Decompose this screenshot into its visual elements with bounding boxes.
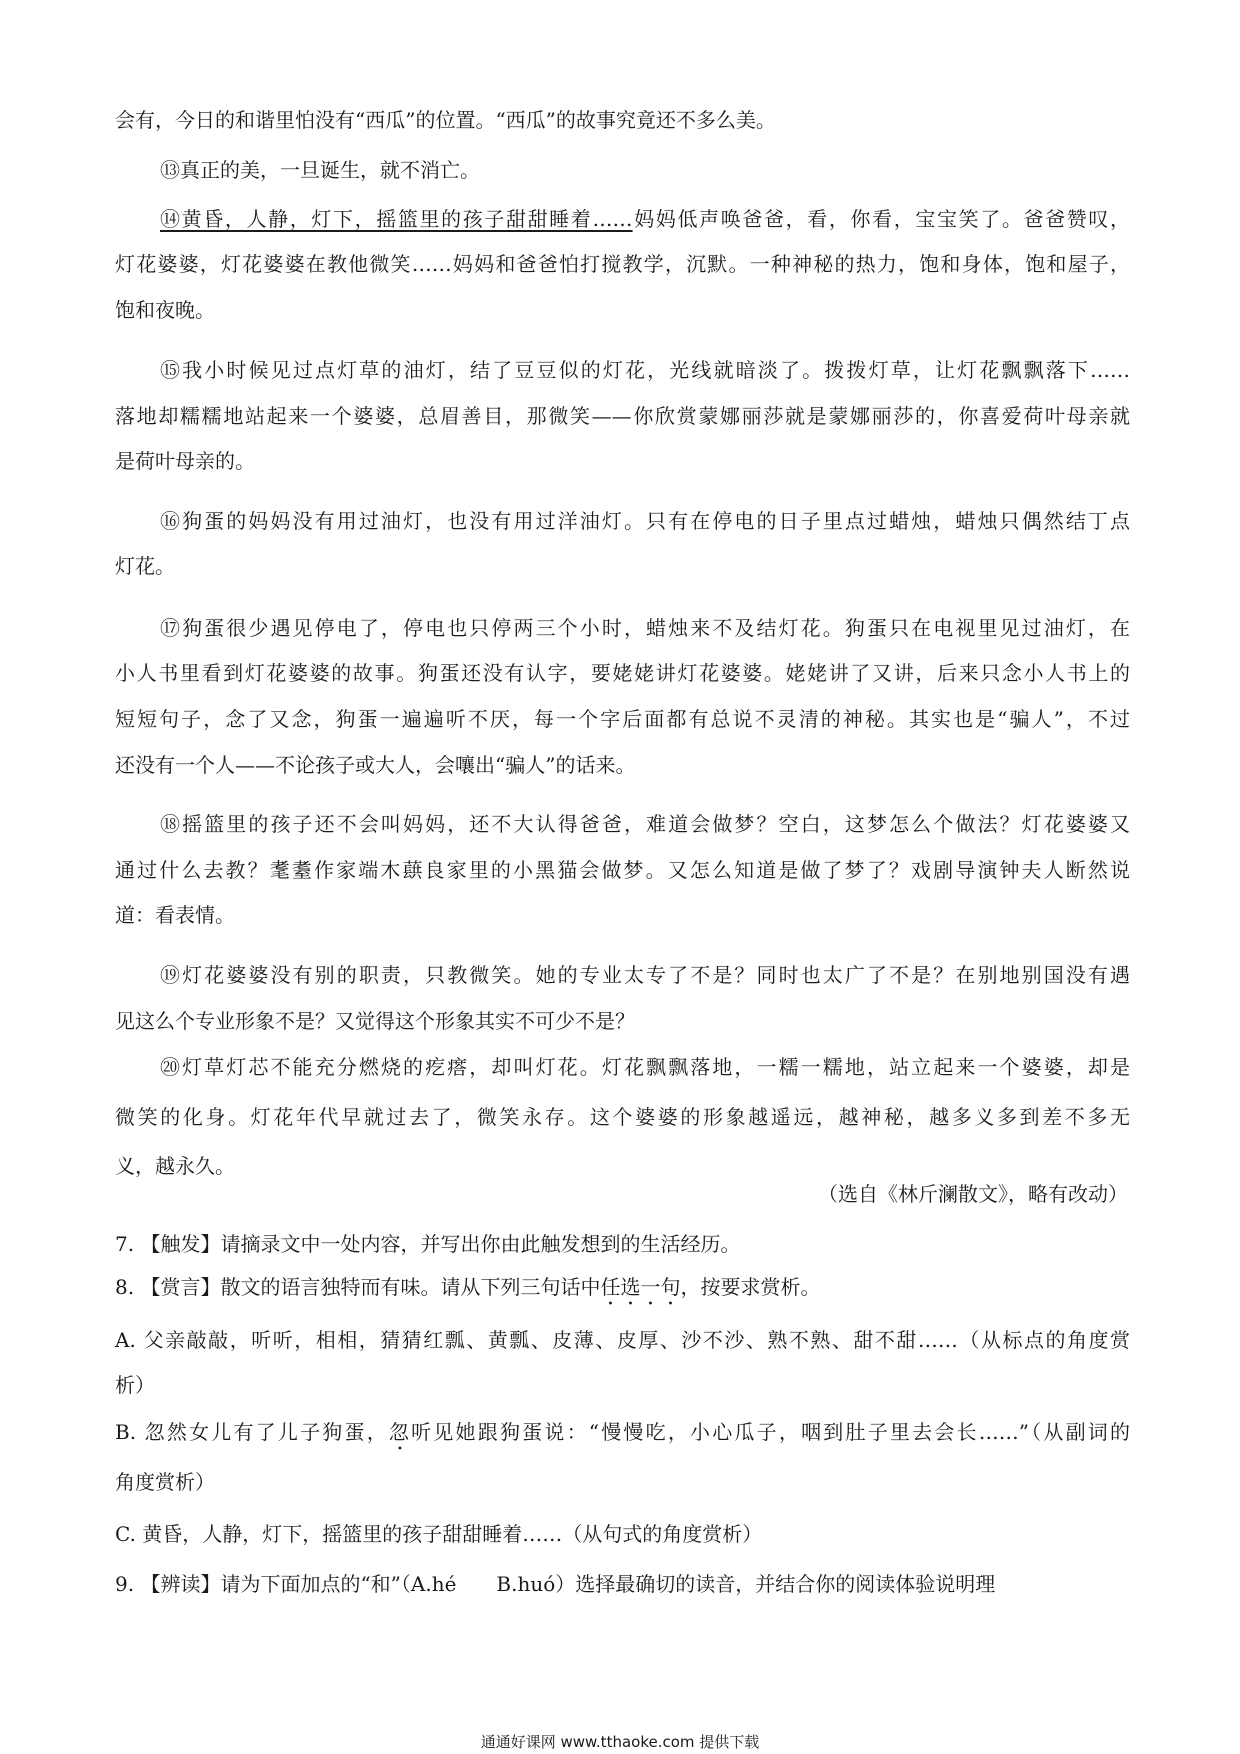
paragraph-line: 道：看表情。 [115, 903, 235, 927]
question-7: 7. 【触发】请摘录文中一处内容，并写出你由此触发想到的生活经历。 [115, 1232, 741, 1256]
dotted-emphasis: 任选一句 [600, 1275, 681, 1299]
paragraph-17-line-1: ⑰狗蛋很少遇见停电了，停电也只停两三个小时，蜡烛来不及结灯花。狗蛋只在电视里见过油灯，在 [160, 616, 1130, 640]
option-c: C. 黄昏，人静，灯下，摇篮里的孩子甜甜睡着……（从句式的角度赏析） [115, 1522, 763, 1546]
paragraph-14-line-1 [160, 205, 1130, 233]
option-b-line-1 [115, 1418, 1130, 1455]
dotted-emphasis: 忽 [388, 1420, 412, 1444]
paragraph-line: 是荷叶母亲的。 [115, 449, 255, 473]
paragraph-line: 微笑的化身。灯花年代早就过去了，微笑永存。这个婆婆的形象越遥远，越神秘，越多义多到差不多无 [115, 1105, 1130, 1129]
question-8-text: ，按要求赏析。 [680, 1275, 821, 1299]
option-a-line-2: 析） [115, 1373, 155, 1397]
paragraph-13: ⑬真正的美，一旦诞生，就不消亡。 [160, 158, 480, 182]
source-citation: （选自《林斤澜散文》，略有改动） [818, 1182, 1128, 1206]
page-footer: 通通好课网 www.tthaoke.com 提供下载 [480, 1733, 760, 1751]
option-a-line-1: A. 父亲敲敲，听听，相相，猜猜红瓢、黄瓢、皮薄、皮厚、沙不沙、熟不熟、甜不甜……（从标点的角度赏 [115, 1328, 1130, 1352]
paragraph-18-line-1: ⑱摇篮里的孩子还不会叫妈妈，还不大认得爸爸，难道会做梦？空白，这梦怎么个做法？灯花婆婆又 [160, 812, 1130, 836]
paragraph-16-line-1: ⑯狗蛋的妈妈没有用过油灯，也没有用过洋油灯。只有在停电的日子里点过蜡烛，蜡烛只偶然结丁点 [160, 509, 1130, 533]
paragraph-line: 义，越永久。 [115, 1154, 235, 1178]
option-b-text: 听见她跟狗蛋说：“慢慢吃，小心瓜子，咽到肚子里去会长……”（从副词的 [411, 1420, 1131, 1444]
paragraph-line: 见这么个专业形象不是？又觉得这个形象其实不可少不是？ [115, 1009, 635, 1033]
question-8-text: 8. 【赏言】散文的语言独特而有味。请从下列三句话中 [115, 1275, 601, 1299]
option-b-text: B. 忽然女儿有了儿子狗蛋， [115, 1420, 389, 1444]
paragraph-20-line-1: ⑳灯草灯芯不能充分燃烧的疙瘩，却叫灯花。灯花飘飘落地，一糯一糯地，站立起来一个婆婆，却是 [160, 1055, 1130, 1079]
paragraph-text: 妈妈低声唤爸爸，看，你看，宝宝笑了。爸爸赞叹， [632, 207, 1131, 231]
underlined-sentence: ⑭黄昏，人静，灯下，摇篮里的孩子甜甜睡着…… [160, 207, 633, 231]
paragraph-line: 还没有一个人——不论孩子或大人，会嚷出“骗人”的话来。 [115, 753, 636, 777]
paragraph-line: 灯花婆婆，灯花婆婆在教他微笑……妈妈和爸爸怕打搅教学，沉默。一种神秘的热力，饱和身体，饱和屋子， [115, 252, 1130, 276]
paragraph-line: 短短句子，念了又念，狗蛋一遍遍听不厌，每一个字后面都有总说不灵清的神秘。其实也是“骗人”，不过 [115, 707, 1130, 731]
paragraph-15-line-1: ⑮我小时候见过点灯草的油灯，结了豆豆似的灯花，光线就暗淡了。拨拨灯草，让灯花飘飘落下…… [160, 358, 1130, 382]
paragraph-line: 落地却糯糯地站起来一个婆婆，总眉善目，那微笑——你欣赏蒙娜丽莎就是蒙娜丽莎的，你喜爱荷叶母亲就 [115, 404, 1130, 428]
paragraph-line: 通过什么去教？耄耋作家端木蕻良家里的小黑猫会做梦。又怎么知道是做了梦了？戏剧导演钟夫人断然说 [115, 858, 1130, 882]
paragraph-19-line-1: ⑲灯花婆婆没有别的职责，只教微笑。她的专业太专了不是？同时也太广了不是？在别地别国没有遇 [160, 963, 1130, 987]
paragraph-line: 会有，今日的和谐里怕没有“西瓜”的位置。“西瓜”的故事究竟还不多么美。 [115, 108, 776, 132]
question-9: 9. 【辨读】请为下面加点的“和”（A.hé B.huó）选择最确切的读音，并结合你的阅读体验说明理 [115, 1572, 996, 1596]
question-8 [115, 1273, 1130, 1310]
paragraph-line: 饱和夜晚。 [115, 298, 215, 322]
option-b-line-2: 角度赏析） [115, 1470, 215, 1494]
paragraph-line: 小人书里看到灯花婆婆的故事。狗蛋还没有认字，要姥姥讲灯花婆婆。姥姥讲了又讲，后来只念小人书上的 [115, 661, 1130, 685]
paragraph-line: 灯花。 [115, 554, 175, 578]
